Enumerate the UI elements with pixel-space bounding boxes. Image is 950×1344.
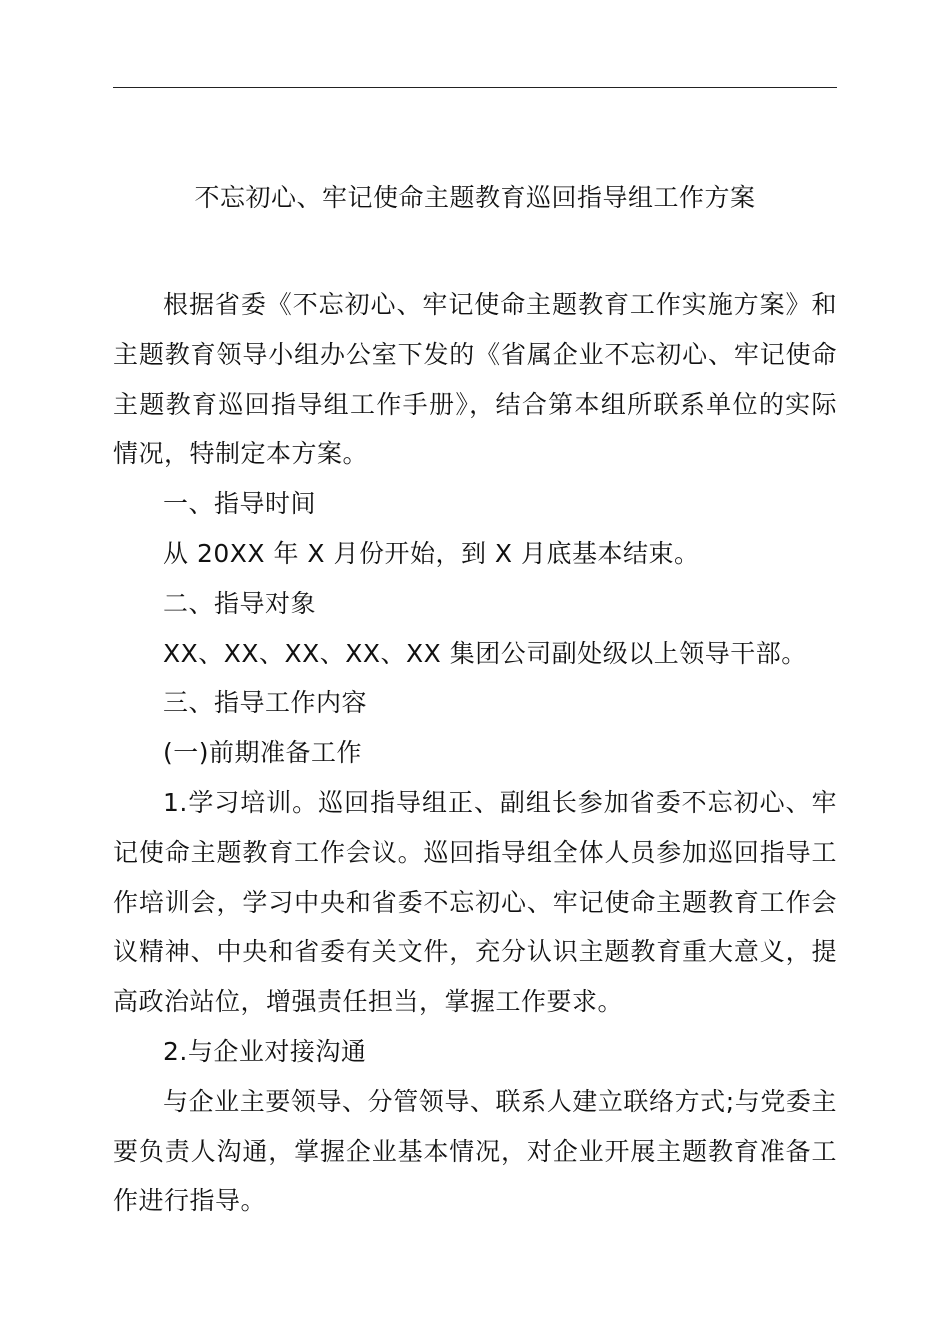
section-heading-time: 一、指导时间 [163,489,317,519]
targets-paragraph: XX、XX、XX、XX、XX 集团公司副处级以上领导干部。 [163,638,807,668]
study-training-paragraph: 1.学习培训。巡回指导组正、副组长参加省委不忘初心、牢记使命主题教育工作会议。巡回指导组全体人员参加巡回指导工作培训会，学习中央和省委不忘初心、牢记使命主题教育工作会议精神、中央和省委有关文件，充分认识主题教育重大意义，提高政治站位，增强责任担当，掌握工作要求。 [113,787,837,1017]
section-heading-content: 三、指导工作内容 [163,688,368,718]
subsection-heading-preparation: (一)前期准备工作 [163,738,363,768]
document-title: 不忘初心、牢记使命主题教育巡回指导组工作方案 [194,183,756,212]
section-heading-targets: 二、指导对象 [163,588,317,618]
time-paragraph: 从 20XX 年 X 月份开始，到 X 月底基本结束。 [163,538,700,568]
header-rule [113,87,837,88]
item-heading-liaison: 2.与企业对接沟通 [163,1036,367,1066]
document-body [113,280,837,1226]
intro-paragraph: 根据省委《不忘初心、牢记使命主题教育工作实施方案》和主题教育领导小组办公室下发的《省属企业不忘初心、牢记使命主题教育巡回指导组工作手册》，结合第本组所联系单位的实际情况，特制定本方案。 [113,290,837,469]
liaison-paragraph: 与企业主要领导、分管领导、联系人建立联络方式;与党委主要负责人沟通，掌握企业基本情况，对企业开展主题教育准备工作进行指导。 [113,1086,837,1216]
